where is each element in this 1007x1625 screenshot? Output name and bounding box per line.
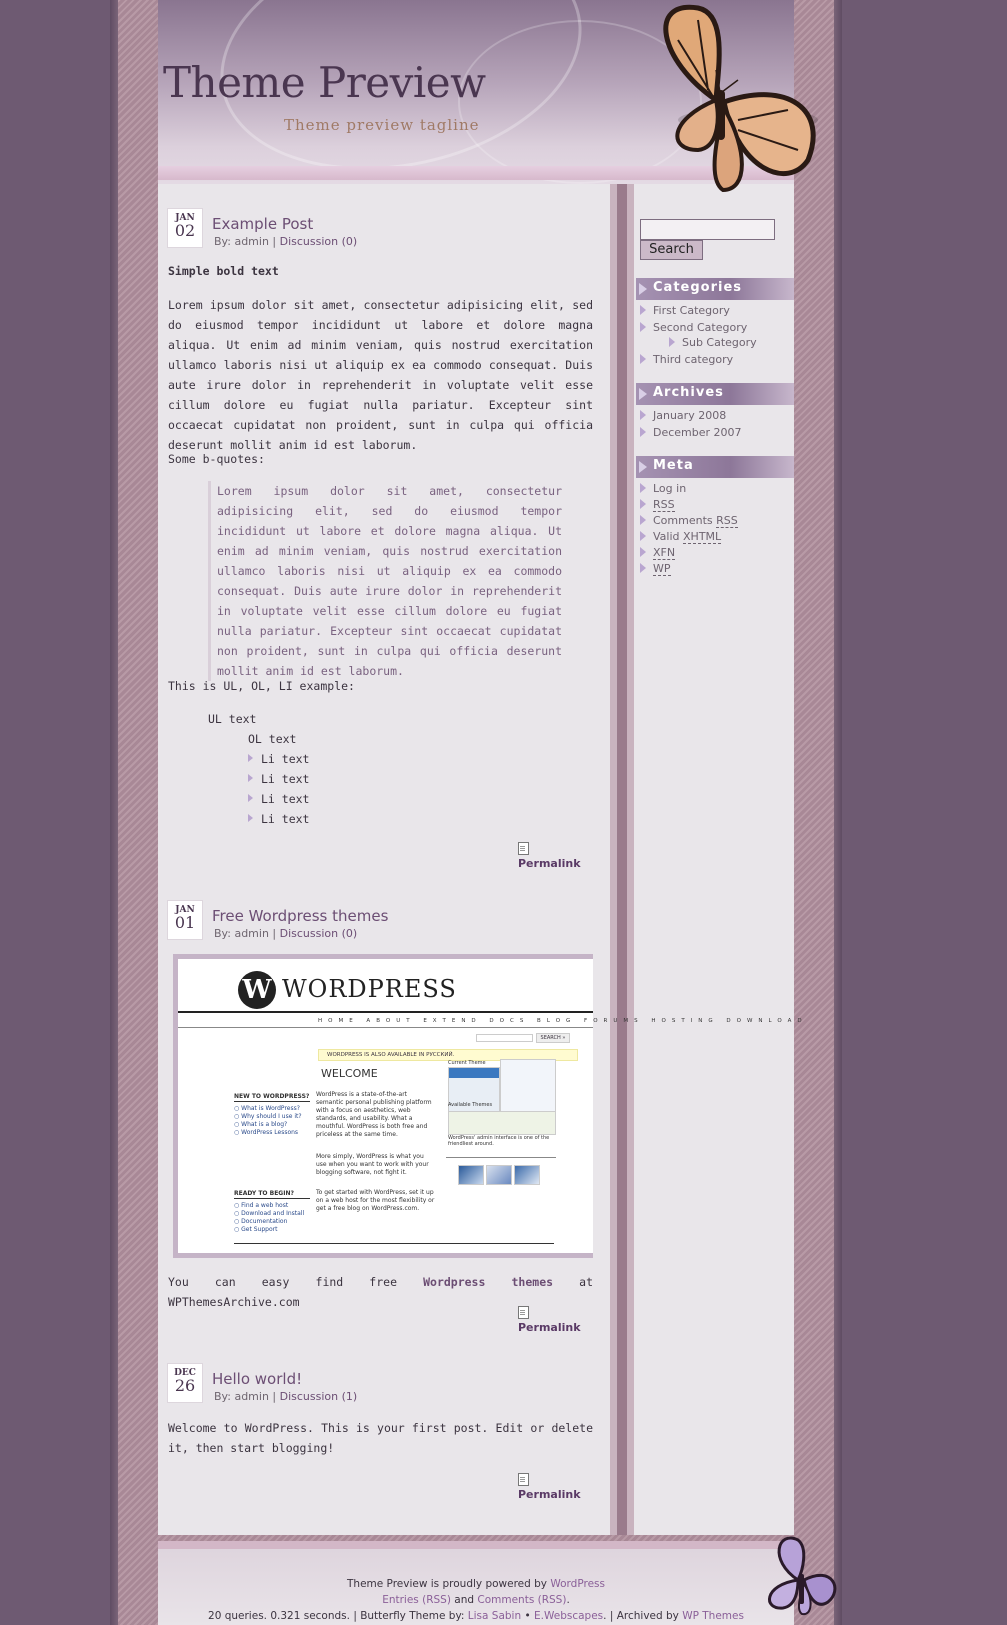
search-button[interactable]: Search xyxy=(640,240,703,260)
blockquote: Lorem ipsum dolor sit amet, consectetur adipisicing elit, sed do eiusmod tempor incididunt ut labore et dolore magna aliqua. Ut enim ad minim veniam, quis nostrud exercitation ullamco laboris nisi ut aliquip ex ea commodo consequat. Duis aute irure dolor in reprehenderit in voluptate velit esse cillum dolore eu fugiat nulla pariatur. Excepteur sint occaecat cupidatat non proident, sunt in culpa qui officia deserunt mollit anim id est laborum. xyxy=(208,481,562,681)
post-meta: By: admin | Discussion (0) xyxy=(214,927,358,940)
footer-wordpress-link[interactable]: WordPress xyxy=(550,1578,605,1590)
wp-screenshot-thumb xyxy=(458,1165,484,1185)
triangle-bullet-icon xyxy=(640,427,646,437)
meta-login[interactable]: Log in xyxy=(640,482,686,495)
search-input[interactable] xyxy=(640,219,775,240)
bold-text: Simple bold text xyxy=(168,264,279,278)
frame-shadow-left xyxy=(110,0,118,1625)
frame-shadow-right xyxy=(834,0,842,1625)
post-title[interactable]: Free Wordpress themes xyxy=(212,907,389,925)
meta-valid-xhtml[interactable]: Valid XHTML xyxy=(640,530,721,543)
wp-screenshot-thumb xyxy=(486,1165,512,1185)
post-paragraph: Lorem ipsum dolor sit amet, consectetur adipisicing elit, sed do eiusmod tempor incididunt ut labore et dolore magna aliqua. Ut enim ad minim veniam, quis nostrud exercitation ullamco laboris nisi ut aliquip ex ea commodo consequat. Duis aute irure dolor in reprehenderit in voluptate velit esse cillum dolore eu fugiat nulla pariatur. Excepteur sint occaecat cupidatat non proident, sunt in culpa qui officia deserunt mollit anim id est laborum. xyxy=(168,298,593,452)
footer-feeds: Entries (RSS) and Comments (RSS). xyxy=(382,1594,570,1606)
discussion-link[interactable]: Discussion (1) xyxy=(279,1390,358,1403)
footer-wp-themes-link[interactable]: WP Themes xyxy=(682,1610,744,1622)
wp-welcome: WELCOME xyxy=(321,1067,378,1080)
triangle-bullet-icon xyxy=(669,337,675,347)
triangle-bullet-icon xyxy=(640,531,646,541)
permalink-link[interactable]: Permalink xyxy=(518,1306,593,1334)
wp-new-heading: NEW TO WORDPRESS? xyxy=(234,1093,310,1100)
list-item: Li text xyxy=(248,769,309,789)
wp-nav: HOME ABOUT EXTEND DOCS BLOG FORUMS HOSTING DOWNLOAD xyxy=(318,1018,808,1024)
category-sub[interactable]: Sub Category xyxy=(669,336,757,349)
post-example xyxy=(168,209,593,870)
widget-title-archives: Archives xyxy=(636,383,794,405)
bquotes-label: Some b-quotes: xyxy=(168,452,265,466)
site-tagline: Theme preview tagline xyxy=(284,116,480,134)
footer-comments-rss-link[interactable]: Comments (RSS) xyxy=(477,1594,567,1606)
wordpress-themes-link[interactable]: Wordpress themes xyxy=(423,1275,554,1289)
list-item: Li text xyxy=(248,749,309,769)
ol-text: OL text xyxy=(248,732,297,746)
category-first[interactable]: First Category xyxy=(640,304,730,317)
archive-jan-2008[interactable]: January 2008 xyxy=(640,409,726,422)
wp-ready-heading: READY TO BEGIN? xyxy=(234,1190,310,1199)
document-icon xyxy=(518,1473,529,1486)
category-third[interactable]: Third category xyxy=(640,353,733,366)
document-icon xyxy=(518,842,529,855)
post-title[interactable]: Hello world! xyxy=(212,1370,303,1388)
triangle-bullet-icon xyxy=(640,322,646,332)
discussion-link[interactable]: Discussion (0) xyxy=(279,235,358,248)
triangle-bullet-icon xyxy=(640,410,646,420)
archive-dec-2007[interactable]: December 2007 xyxy=(640,426,742,439)
column-divider xyxy=(610,0,634,1535)
triangle-bullet-icon xyxy=(640,515,646,525)
wordpress-logo-icon: W xyxy=(238,971,276,1009)
footer-credits: 20 queries. 0.321 seconds. | Butterfly Theme by: Lisa Sabin • E.Webscapes. | Archived by WP Themes xyxy=(208,1610,744,1622)
meta-rss[interactable]: RSS xyxy=(640,498,675,511)
wp-body1: WordPress is a state-of-the-art semantic personal publishing platform with a focus on aesthetics, web standards, and usability. What a mouthful. WordPress is both free and priceless at the same time. xyxy=(316,1091,432,1138)
triangle-bullet-icon xyxy=(640,547,646,557)
post-title[interactable]: Example Post xyxy=(212,215,314,233)
small-butterfly-image xyxy=(758,1530,846,1620)
meta-xfn[interactable]: XFN xyxy=(640,546,675,559)
post-date: DEC 26 xyxy=(168,1364,202,1402)
category-second[interactable]: Second Category xyxy=(640,321,747,334)
wordpress-screenshot-image[interactable] xyxy=(173,954,808,1258)
wp-search-button: SEARCH » xyxy=(536,1033,570,1043)
triangle-bullet-icon xyxy=(640,483,646,493)
post-hello-world xyxy=(168,1364,593,1501)
wp-new-links: ○ What is WordPress? ○ Why should I use it? ○ What is a blog? ○ WordPress Lessons xyxy=(234,1105,302,1136)
ul-text: UL text xyxy=(208,712,257,726)
wp-theme-thumb xyxy=(500,1059,556,1113)
footer-entries-rss-link[interactable]: Entries (RSS) xyxy=(382,1594,451,1606)
butterfly-image xyxy=(638,0,848,205)
widget-title-meta: Meta xyxy=(636,456,794,478)
triangle-bullet-icon xyxy=(640,305,646,315)
post-meta: By: admin | Discussion (0) xyxy=(214,235,358,248)
wp-available-themes: Available Themes xyxy=(448,1102,493,1108)
document-icon xyxy=(518,1306,529,1319)
meta-wp[interactable]: WP xyxy=(640,562,671,575)
arrow-right-icon xyxy=(639,461,647,473)
permalink-link[interactable]: Permalink xyxy=(518,1473,593,1501)
triangle-bullet-icon xyxy=(640,354,646,364)
list-label: This is UL, OL, LI example: xyxy=(168,679,355,693)
post-paragraph: Welcome to WordPress. This is your first post. Edit or delete it, then start blogging! xyxy=(168,1421,593,1455)
wp-admin-caption: WordPress' admin interface is one of the friendliest around. xyxy=(448,1135,550,1147)
arrow-right-icon xyxy=(639,388,647,400)
discussion-link[interactable]: Discussion (0) xyxy=(279,927,358,940)
post-date: JAN 01 xyxy=(168,901,202,939)
wp-notice: WORDPRESS IS ALSO AVAILABLE IN РУССКИЙ. xyxy=(318,1049,578,1061)
meta-comments-rss[interactable]: Comments RSS xyxy=(640,514,738,527)
widget-title-categories: Categories xyxy=(636,278,794,300)
list-item: Li text xyxy=(248,789,309,809)
wp-ready-links: ○ Find a web host ○ Download and Install ○ Documentation ○ Get Support xyxy=(234,1202,305,1233)
arrow-right-icon xyxy=(639,283,647,295)
wp-body3: To get started with WordPress, set it up on a web host for the most flexibility or get a free blog on WordPress.com. xyxy=(316,1189,435,1212)
post-date: JAN 02 xyxy=(168,209,202,247)
list-item: Li text xyxy=(248,809,309,829)
wp-screenshot-thumb xyxy=(514,1165,540,1185)
wp-current-theme: Current Theme xyxy=(448,1060,486,1066)
wordpress-wordmark: WORDPRESS xyxy=(282,975,457,1003)
site-footer xyxy=(158,1541,794,1625)
footer-ewebscapes-link[interactable]: E.Webscapes xyxy=(534,1610,604,1622)
post-paragraph: You can easy find free Wordpress themes at WPThemesArchive.com xyxy=(168,1275,593,1309)
footer-powered: Theme Preview is proudly powered by WordPress xyxy=(347,1578,605,1590)
triangle-bullet-icon xyxy=(640,499,646,509)
site-title[interactable]: Theme Preview xyxy=(163,58,486,107)
triangle-bullet-icon xyxy=(640,563,646,573)
post-meta: By: admin | Discussion (1) xyxy=(214,1390,358,1403)
wp-body2: More simply, WordPress is what you use when you want to work with your blogging software, not fight it. xyxy=(316,1153,429,1176)
permalink-link[interactable]: Permalink xyxy=(518,842,593,870)
footer-lisa-sabin-link[interactable]: Lisa Sabin xyxy=(467,1610,522,1622)
